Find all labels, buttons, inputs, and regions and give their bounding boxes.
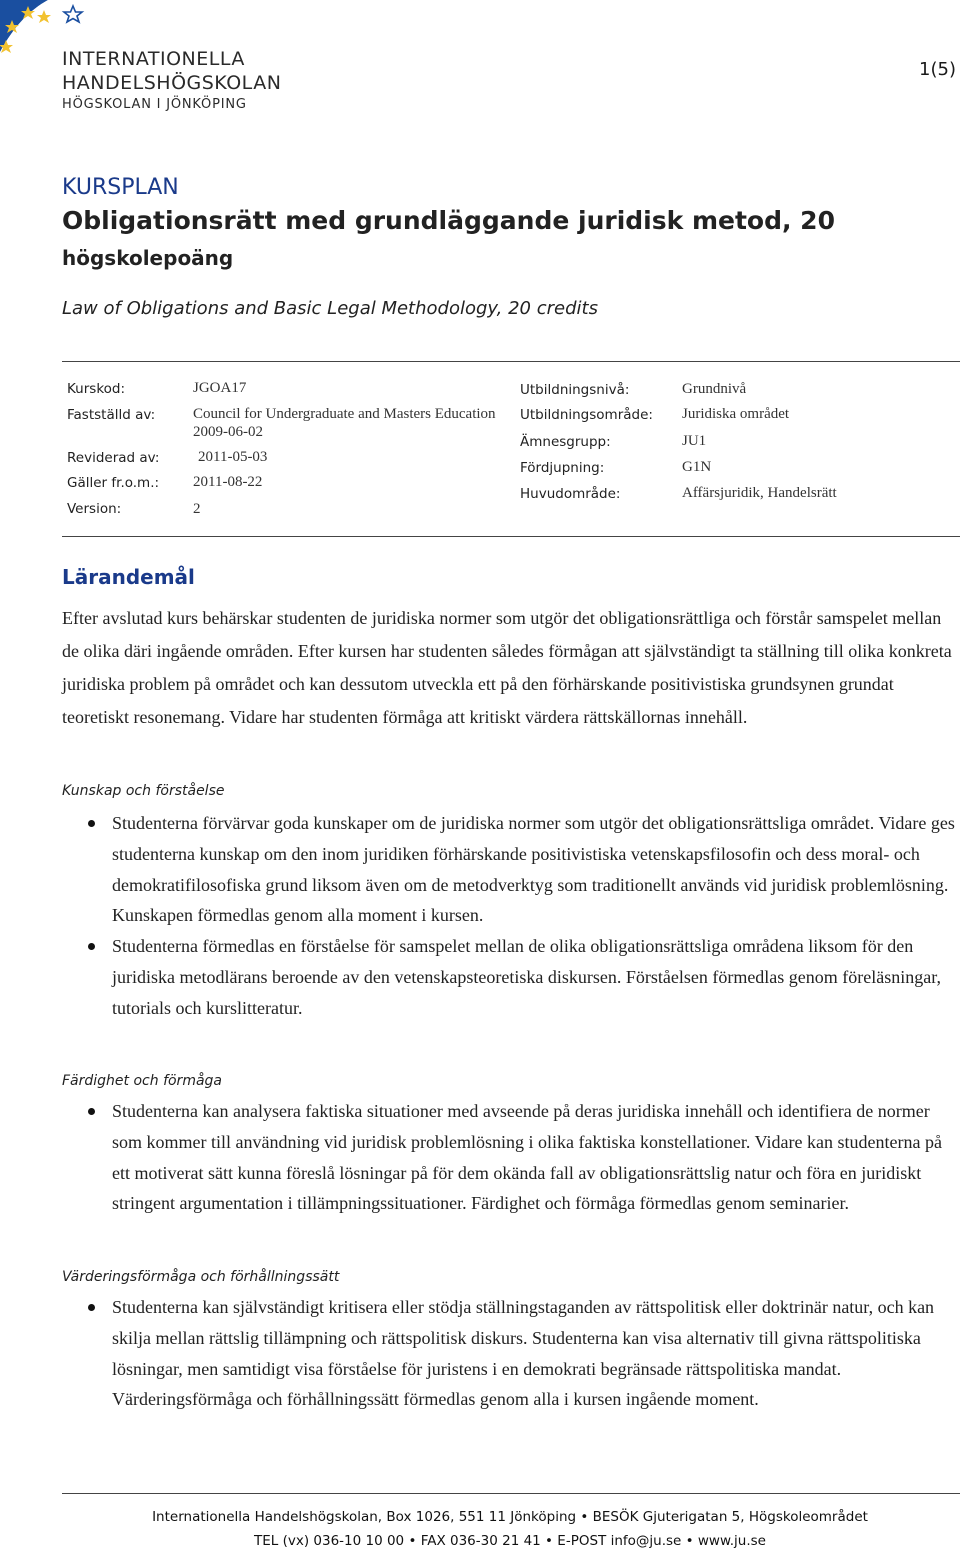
course-title-line2: högskolepoäng — [62, 246, 234, 270]
bullet-icon — [88, 1108, 95, 1115]
footer-contact: TEL (vx) 036-10 10 00 • FAX 036-30 21 41 • E-POST info@ju.se • www.ju.se — [254, 1533, 766, 1549]
huvudomrade-label: Huvudområde: — [520, 486, 621, 502]
logo-text-line2: HANDELSHÖGSKOLAN — [62, 72, 282, 94]
subheading-kunskap: Kunskap och förståelse — [62, 783, 225, 799]
subheading-vardering: Värderingsförmåga och förhållningssätt — [62, 1269, 340, 1285]
logo-text-line1: INTERNATIONELLA — [62, 48, 245, 70]
version-value: 2 — [193, 501, 201, 517]
divider-bottom — [62, 536, 960, 537]
bullet-icon — [88, 943, 95, 950]
huvudomrade-value: Affärsjuridik, Handelsrätt — [682, 485, 837, 501]
faststalld-label: Fastställd av: — [67, 407, 156, 423]
bullet-icon — [88, 820, 95, 827]
document-type: KURSPLAN — [62, 175, 179, 200]
list-item: Studenterna kan självständigt kritisera eller stödja ställningstaganden av rättspolitisk eller doktrinär natur, och kan skilja mellan rättslig tillämpning och rättspolitisk diskurs. Studenterna kan visa alternativ till givna rättspolitiska lösningar, men samtidigt visa förståelse för juristens i en demokrati begränsade rättspolitiska mandat. Värderingsförmåga och förhållningssätt förmedlas genom alla i kursen ingående moment. — [112, 1292, 957, 1415]
university-logo — [0, 0, 300, 120]
bullet-icon — [88, 1304, 95, 1311]
amnesgrupp-value: JU1 — [682, 433, 707, 449]
fordjupning-value: G1N — [682, 459, 712, 475]
page-number: 1(5) — [919, 59, 956, 80]
utbildningsniva-label: Utbildningsnivå: — [520, 382, 630, 398]
faststalld-value: Council for Undergraduate and Masters Education — [193, 406, 496, 422]
intro-paragraph: Efter avslutad kurs behärskar studenten de juridiska normer som utgör det obligationsrättliga och förstår samspelet mellan de olika däri ingående områden. Efter kursen har studenten således förmågan att självständigt ta ställning till olika konkreta juridiska problem på området och kan dessutom utveckla ett på den förhärskande positivistiska grundsynen grundat teoretiskt resonemang. Vidare har studenten förmåga att kritiskt värdera rättskällornas innehåll. — [62, 608, 952, 727]
subheading-fardighet: Färdighet och förmåga — [62, 1073, 222, 1089]
logo-text-line3: HÖGSKOLAN I JÖNKÖPING — [62, 97, 247, 112]
reviderad-label: Reviderad av: — [67, 450, 160, 466]
list-item: Studenterna förvärvar goda kunskaper om de juridiska normer som utgör det obligationsrättsliga området. Vidare ges studenterna kunskap om den inom juridiken förhärskande positivistiska vetenskapsfilosofin och dess moral- och demokratifilosofiska grund liksom även om de metodverktyg som traditionellt används vid juridisk problemlösning. Kunskapen förmedlas genom alla moment i kursen. — [112, 808, 957, 931]
utbildningsomrade-label: Utbildningsområde: — [520, 407, 653, 423]
bullet-list-fardighet — [112, 1096, 957, 1219]
course-title-line1: Obligationsrätt med grundläggande juridisk metod, 20 — [62, 206, 835, 235]
utbildningsniva-value: Grundnivå — [682, 381, 747, 397]
reviderad-value: 2011-05-03 — [198, 449, 268, 465]
section-heading-larandemal: Lärandemål — [62, 565, 195, 589]
course-title-english: Law of Obligations and Basic Legal Methodology, 20 credits — [62, 298, 598, 319]
kurskod-label: Kurskod: — [67, 381, 126, 397]
divider-top — [62, 361, 960, 362]
bullet-list-vardering — [112, 1292, 957, 1415]
utbildningsomrade-value: Juridiska området — [682, 406, 790, 422]
bullet-list-kunskap — [112, 808, 957, 1024]
divider-footer — [62, 1493, 960, 1494]
version-label: Version: — [67, 501, 122, 517]
list-item: Studenterna förmedlas en förståelse för samspelet mellan de olika obligationsrättsliga områdena liksom för den juridiska metodlärans beroende av den vetenskapsteoretiska diskursen. Förståelsen förmedlas genom föreläsningar, tutorials och kurslitteratur. — [112, 931, 957, 1023]
fordjupning-label: Fördjupning: — [520, 460, 605, 476]
amnesgrupp-label: Ämnesgrupp: — [520, 434, 611, 450]
galler-label: Gäller fr.o.m.: — [67, 475, 160, 491]
footer-address: Internationella Handelshögskolan, Box 1026, 551 11 Jönköping • BESÖK Gjuterigatan 5, Högskoleområdet — [152, 1509, 868, 1525]
list-item: Studenterna kan analysera faktiska situationer med avseende på deras juridiska innehåll och identifiera de normer som kommer till användning vid juridisk problemlösning i olika faktiska konstellationer. Vidare kan studenterna på ett motiverat sätt kunna föreslå lösningar på för dem okända fall av obligationsrättslig natur och föra en juridiskt stringent argumentation i tillämpningssituationer. Färdighet och förmåga förmedlas genom seminarier. — [112, 1096, 957, 1219]
kurskod-value: JGOA17 — [193, 380, 247, 396]
galler-value: 2011-08-22 — [193, 474, 263, 490]
faststalld-date: 2009-06-02 — [193, 424, 263, 440]
